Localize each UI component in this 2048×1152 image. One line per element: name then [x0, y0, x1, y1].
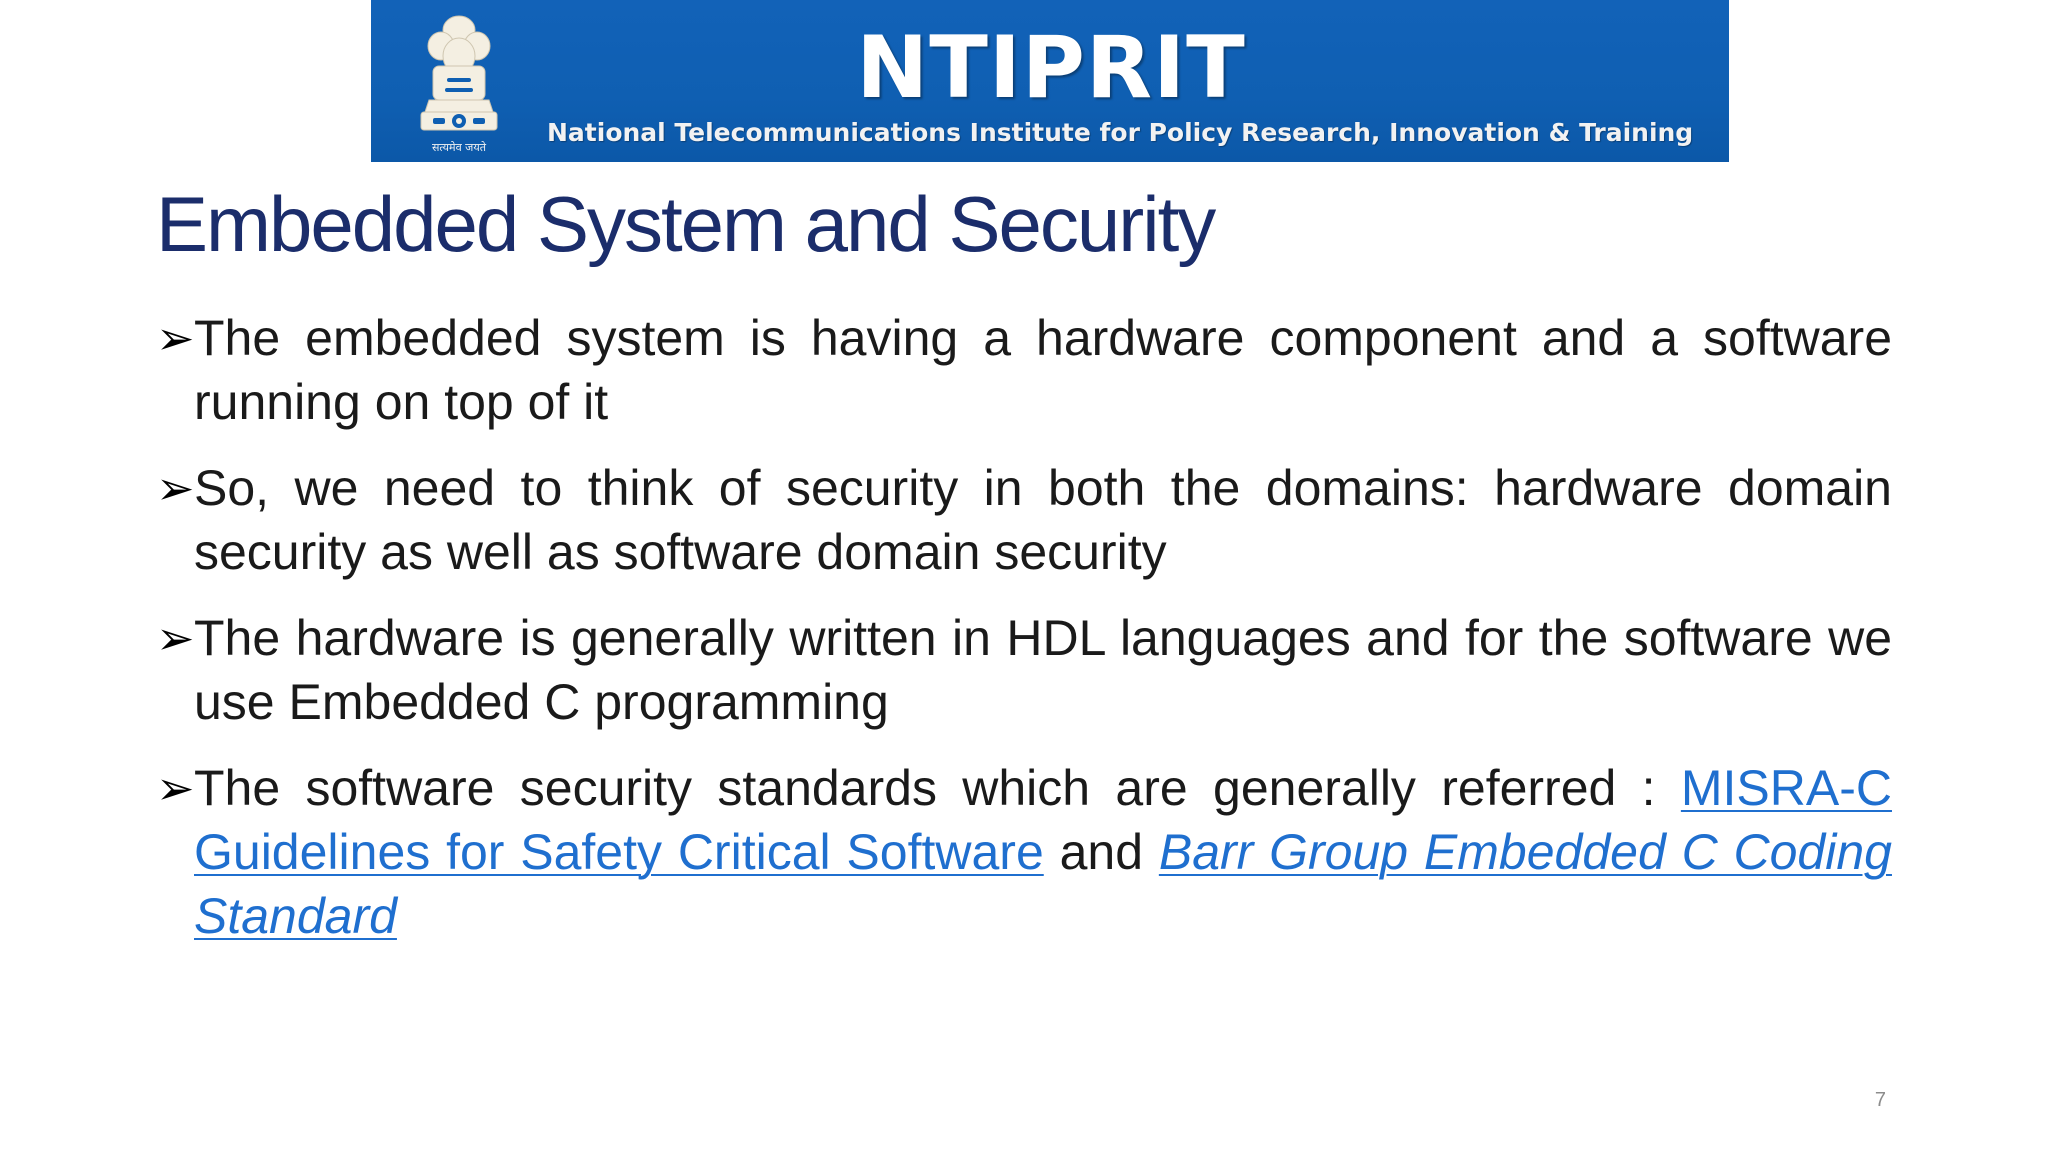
- bullet-item: [156, 606, 1892, 734]
- bullet-list: [156, 306, 1892, 970]
- arrow-bullet-icon: ➢: [156, 461, 195, 515]
- ntiprit-header-banner: [371, 0, 1729, 162]
- national-emblem-logo: [411, 8, 507, 156]
- arrow-bullet-icon: ➢: [156, 311, 195, 365]
- page-number: 7: [1874, 1089, 1886, 1111]
- bullet-text: The embedded system is having a hardware component and a software running on top of it: [194, 310, 1892, 430]
- bullet-item: [156, 456, 1892, 584]
- organization-full-name: National Telecommunications Institute for Policy Research, Innovation & Training: [547, 118, 1694, 147]
- arrow-bullet-icon: ➢: [156, 761, 195, 815]
- bullet-item: [156, 306, 1892, 434]
- misra-c-guidelines-link[interactable]: MISRA-C Guidelines for Safety Critical Software: [194, 760, 1892, 880]
- organization-acronym: NTIPRIT: [856, 18, 1246, 118]
- arrow-bullet-icon: ➢: [156, 611, 195, 665]
- slide-title: Embedded System and Security: [156, 180, 1215, 268]
- bullet-connector-text: and: [1059, 824, 1144, 880]
- bullet-item: [156, 756, 1892, 948]
- bullet-text: The hardware is generally written in HDL languages and for the software we use Embedded C programming: [194, 610, 1892, 730]
- emblem-caption: सत्यमेव जयते: [431, 141, 487, 154]
- bullet-text: So, we need to think of security in both the domains: hardware domain security as well as software domain security: [194, 460, 1892, 580]
- bullet-text: The software security standards which are generally referred :: [194, 760, 1656, 816]
- barr-group-standard-link[interactable]: Barr Group Embedded C Coding Standard: [194, 824, 1892, 944]
